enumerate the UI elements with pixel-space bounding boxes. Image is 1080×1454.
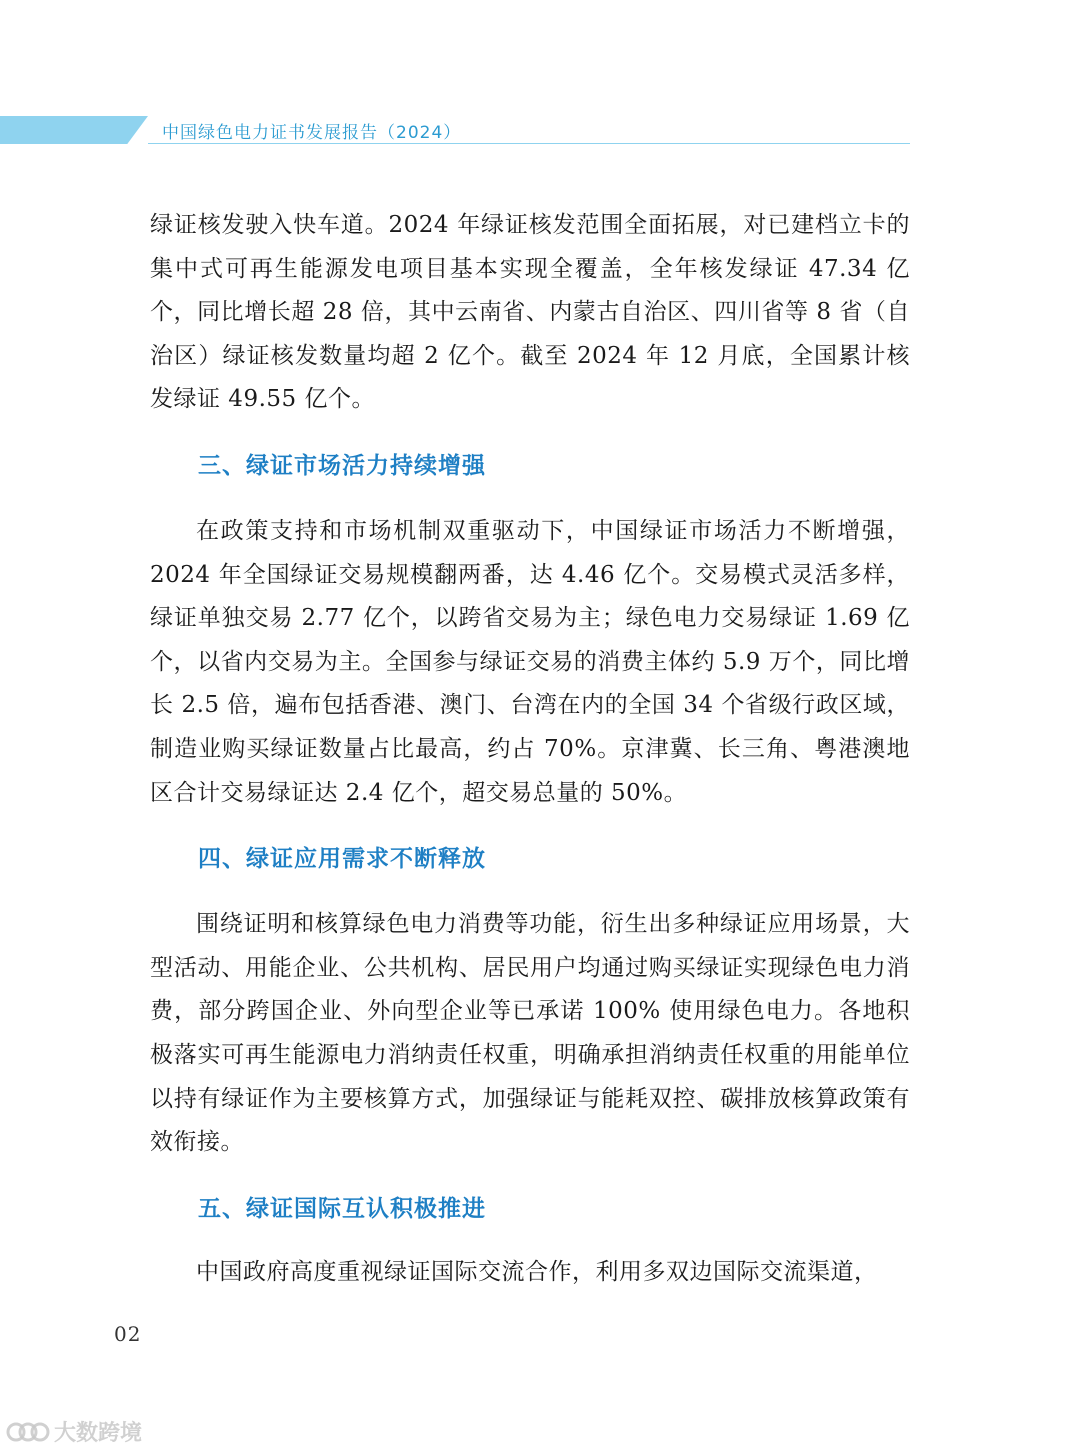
watermark-text: 大数跨境 [54,1421,143,1446]
paragraph-market-activity: 在政策支持和市场机制双重驱动下，中国绿证市场活力不断增强，2024 年全国绿证交易规模翻两番，达 4.46 亿个。交易模式灵活多样，绿证单独交易 2.77 亿个，以跨省交易为主；绿色电力交易绿证 1.69 亿个，以省内交易为主。全国参与绿证交易的消费主体约 5.9 万个，同比增长 2.5 倍，遍布包括香港、澳门、台湾在内的全国 34 个省级行政区域，制造业购买绿证数量占比最高，约占 70%。京津冀、长三角、粤港澳地区合计交易绿证达 2.4 亿个，超交易总量的 50%。 [150,517,910,806]
section-heading-market: 三、绿证市场活力持续增强 [198,452,486,479]
watermark-logo-icon [6,1419,50,1445]
header-divider [148,143,910,144]
page-body [150,204,910,1294]
report-title: 中国绿色电力证书发展报告（2024） [162,123,462,143]
paragraph-cert-issuance: 绿证核发驶入快车道。2024 年绿证核发范围全面拓展，对已建档立卡的集中式可再生能源发电项目基本实现全覆盖，全年核发绿证 47.34 亿个，同比增长超 28 倍，其中云南省、内蒙古自治区、四川省等 8 省（自治区）绿证核发数量均超 2 亿个。截至 2024 年 12 月底，全国累计核发绿证 49.55 亿个。 [150,212,910,413]
paragraph-application-demand: 围绕证明和核算绿色电力消费等功能，衍生出多种绿证应用场景，大型活动、用能企业、公共机构、居民用户均通过购买绿证实现绿色电力消费，部分跨国企业、外向型企业等已承诺 100% 使用绿色电力。各地积极落实可再生能源电力消纳责任权重，明确承担消纳责任权重的用能单位以持有绿证作为主要核算方式，加强绿证与能耗双控、碳排放核算政策有效衔接。 [150,911,910,1156]
page-number: 02 [114,1322,142,1346]
paragraph-international-cooperation: 中国政府高度重视绿证国际交流合作，利用多双边国际交流渠道， [196,1258,878,1285]
header-accent-band [0,116,148,144]
section-heading-application: 四、绿证应用需求不断释放 [198,846,486,873]
section-heading-international: 五、绿证国际互认积极推进 [198,1195,486,1222]
watermark [6,1416,142,1447]
